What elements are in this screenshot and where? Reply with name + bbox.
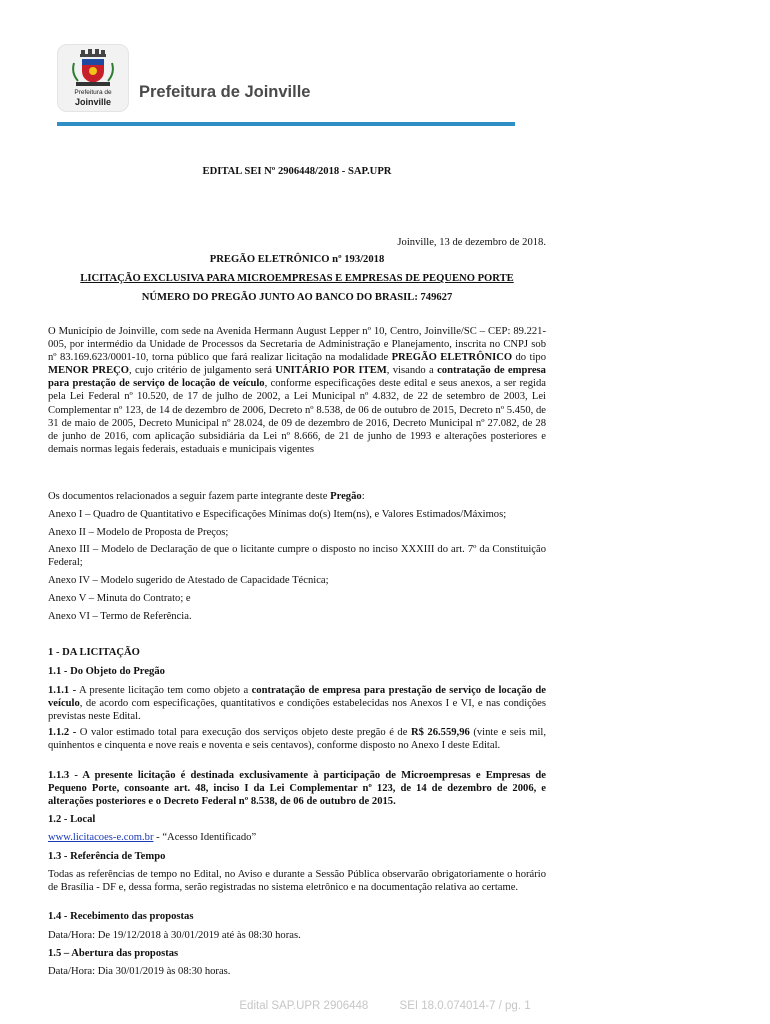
section-1-3-text: Todas as referências de tempo no Edital, no Aviso e durante a Sessão Pública observarão obrigatoriamente o horário de Brasília - DF e, dessa forma, serão registradas no sistema eletrônico e na documentação relativa ao certame. — [48, 869, 546, 894]
coat-of-arms-icon — [70, 49, 116, 91]
pregao-title: PREGÃO ELETRÔNICO nº 193/2018 — [209, 254, 385, 265]
numero-pregao-title: NÚMERO DO PREGÃO JUNTO AO BANCO DO BRASIL: 749627 — [141, 292, 453, 303]
section-1-2-heading: 1.2 - Local — [48, 814, 96, 825]
header-divider — [57, 122, 515, 126]
clause-1-1-2: 1.1.2 - O valor estimado total para execução dos serviços objeto deste pregão é de R$ 26.559,96 (vinte e seis mil, quinhentos e cinquenta e nove reais e noventa e seis centavos), conforme disposto no Anexo I deste Edital. — [48, 727, 546, 752]
logo-caption-line2: Joinville — [74, 97, 111, 107]
clause-1-1-1: 1.1.1 - A presente licitação tem como objeto a contratação de empresa para prestação de serviço de locação de veículo, de acordo com especificações, quantitativos e condições estabelecidas nos Anexos I e VI, e nas condições previstas neste Edital. — [48, 685, 546, 723]
section-1-5-text: Data/Hora: Dia 30/01/2019 às 08:30 horas. — [48, 966, 231, 977]
section-1-4-text: Data/Hora: De 19/12/2018 à 30/01/2019 até às 08:30 horas. — [48, 930, 301, 941]
licitacao-title: LICITAÇÃO EXCLUSIVA PARA MICROEMPRESAS E EMPRESAS DE PEQUENO PORTE — [80, 273, 514, 284]
annex-item: Anexo II – Modelo de Proposta de Preços; — [48, 527, 229, 538]
page-header — [57, 44, 517, 126]
section-1-3-heading: 1.3 - Referência de Tempo — [48, 851, 166, 862]
page-footer — [0, 1000, 770, 1012]
documents-intro: Os documentos relacionados a seguir fazem parte integrante deste Pregão: — [48, 491, 365, 502]
section-1-4-heading: 1.4 - Recebimento das propostas — [48, 911, 194, 922]
organization-name: Prefeitura de Joinville — [139, 83, 311, 101]
annex-item: Anexo I – Quadro de Quantitativo e Especificações Mínimas do(s) Item(ns), e Valores Estimados/Máximos; — [48, 509, 507, 520]
logo-caption-line1: Prefeitura de — [74, 89, 112, 96]
annex-item: Anexo V – Minuta do Contrato; e — [48, 593, 191, 604]
licitacoes-link[interactable]: www.licitacoes-e.com.br — [48, 832, 154, 843]
clause-1-1-3: 1.1.3 - A presente licitação é destinada exclusivamente à participação de Microempresas e Empresas de Pequeno Porte, consoante art. 48, inciso I da Lei Complementar nº 123, de 14 de dezembro de 2006, e alterações posteriores e o Decreto Federal nº 8.538, de 06 de outubro de 2015. — [48, 770, 546, 808]
section-1-heading: 1 - DA LICITAÇÃO — [48, 647, 140, 658]
annex-item: Anexo IV – Modelo sugerido de Atestado de Capacidade Técnica; — [48, 575, 329, 586]
footer-edital-ref: Edital SAP.UPR 2906448 — [239, 1000, 369, 1012]
annex-item: Anexo VI – Termo de Referência. — [48, 611, 192, 622]
annex-item: Anexo III – Modelo de Declaração de que o licitante cumpre o disposto no inciso XXXIII do art. 7º da Constituição Federal; — [48, 544, 546, 569]
footer-process-page: SEI 18.0.074014-7 / pg. 1 — [399, 1000, 531, 1012]
section-1-1-heading: 1.1 - Do Objeto do Pregão — [48, 666, 165, 677]
section-1-5-heading: 1.5 – Abertura das propostas — [48, 948, 179, 959]
edital-title: EDITAL SEI Nº 2906448/2018 - SAP.UPR — [202, 166, 392, 177]
city-logo — [57, 44, 129, 112]
local-line: www.licitacoes-e.com.br - “Acesso Identificado” — [48, 832, 257, 843]
date-line: Joinville, 13 de dezembro de 2018. — [397, 237, 546, 248]
intro-paragraph: O Município de Joinville, com sede na Avenida Hermann August Lepper nº 10, Centro, Joinville/SC – CEP: 89.221-005, por intermédio da Unidade de Processos da Secretaria de Administração e Planejamento, inscrita no CNPJ sob nº 83.169.623/0001-10, torna público que fará realizar licitação na modalidade PREGÃO ELETRÔNICO do tipo MENOR PREÇO, cujo critério de julgamento será UNITÁRIO POR ITEM, visando a contratação de empresa para prestação de serviço de locação de veículo, conforme especificações deste edital e seus anexos, a ser regida pela Lei Federal nº 10.520, de 17 de julho de 2002, a Lei Municipal nº 4.832, de 22 de setembro de 2003, Lei Complementar nº 123, de 14 de dezembro de 2006, Decreto nº 8.538, de 06 de outubro de 2015, Decreto nº 5.450, de 31 de maio de 2005, Decreto Municipal nº 28.024, de 09 de dezembro de 2016, Decreto Municipal nº 27.082, de 28 de junho de 2016, com aplicação subsidiária da Lei nº 8.666, de 21 de junho de 1993 e alterações posteriores e demais normas legais federais, estaduais e municipais vigentes — [48, 326, 546, 455]
